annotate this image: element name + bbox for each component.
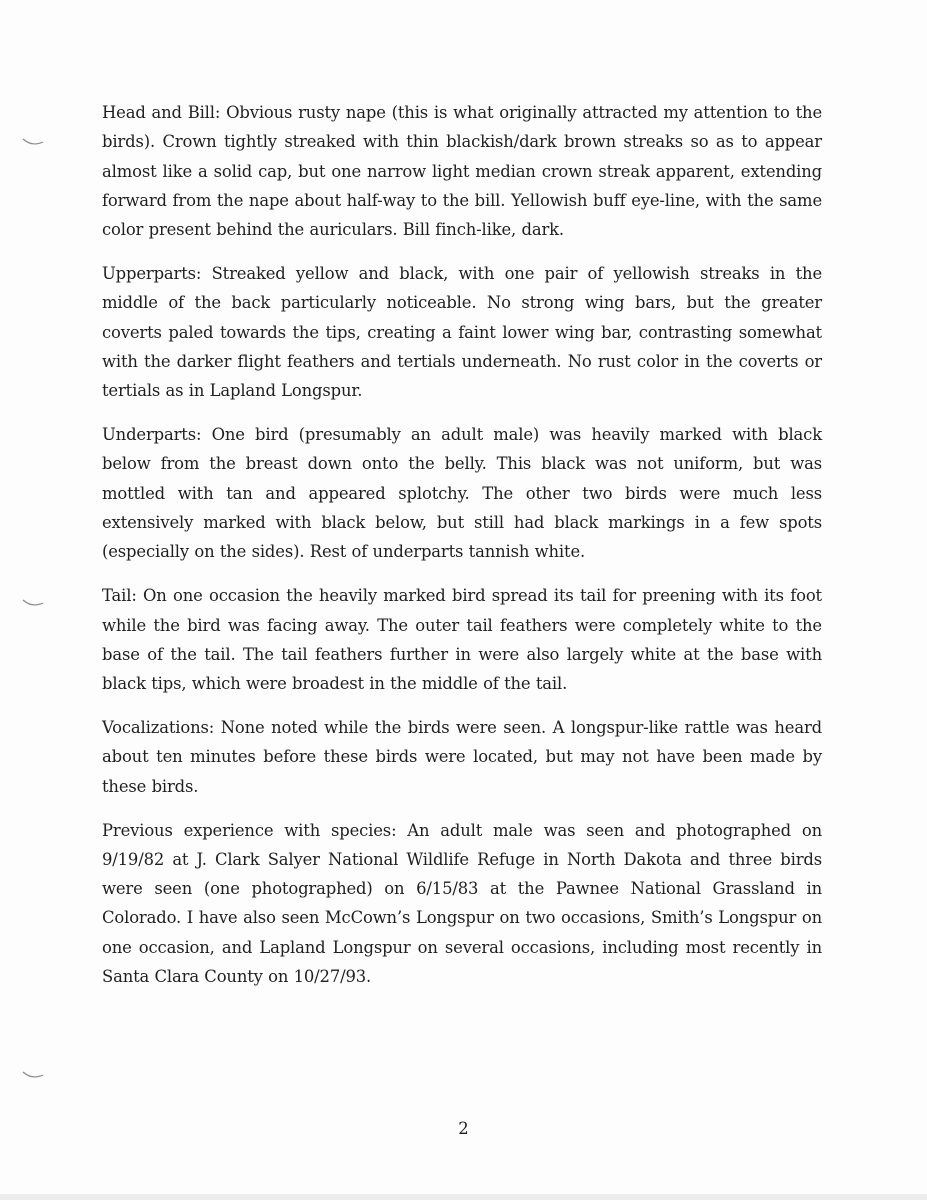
page-number: 2 xyxy=(458,1119,469,1138)
paragraph-underparts: Underparts: One bird (presumably an adult male) was heavily marked with black below from the breast down onto the belly. This black was not uniform, but was mottled with tan and appeared splotchy. The other two birds were much less extensively marked with black below, but still had black markings in a few spots (especially on the sides). Rest of underparts tannish white. xyxy=(102,425,822,562)
punch-hole-mark-middle xyxy=(22,598,44,608)
punch-hole-mark-bottom xyxy=(22,1070,44,1080)
paragraph-previous-experience: Previous experience with species: An adult male was seen and photographed on 9/19/82 at J. Clark Salyer National Wildlife Refuge in North Dakota and three birds were seen (one photographed) on 6/15/83 at the Pawnee National Grassland in Colorado. I have also seen McCown’s Longspur on two occasions, Smith’s Longspur on one occasion, and Lapland Longspur on several occasions, including most recently in Santa Clara County on 10/27/93. xyxy=(102,820,822,986)
scan-edge xyxy=(0,1194,927,1200)
paragraph-head-and-bill: Head and Bill: Obvious rusty nape (this is what originally attracted my attention to the birds). Crown tightly streaked with thin blackish/dark brown streaks so as to appear almost like a solid cap, but one narrow light median crown streak apparent, extending forward from the nape about half-way to the bill. Yellowish buff eye-line, with the same color present behind the auriculars. Bill finch-like, dark. xyxy=(102,103,822,240)
punch-hole-mark-top xyxy=(22,137,44,147)
paragraph-tail: Tail: On one occasion the heavily marked bird spread its tail for preening with its foot while the bird was facing away. The outer tail feathers were completely white to the base of the tail. The tail feathers further in were also largely white at the base with black tips, which were broadest in the middle of the tail. xyxy=(102,586,822,694)
paragraph-vocalizations: Vocalizations: None noted while the birds were seen. A longspur-like rattle was heard about ten minutes before these birds were located, but may not have been made by these birds. xyxy=(102,718,822,796)
paragraph-upperparts: Upperparts: Streaked yellow and black, with one pair of yellowish streaks in the middle of the back particularly noticeable. No strong wing bars, but the greater coverts paled towards the tips, creating a faint lower wing bar, contrasting somewhat with the darker flight feathers and tertials underneath. No rust color in the coverts or tertials as in Lapland Longspur. xyxy=(102,264,822,401)
document-body xyxy=(102,98,822,1006)
